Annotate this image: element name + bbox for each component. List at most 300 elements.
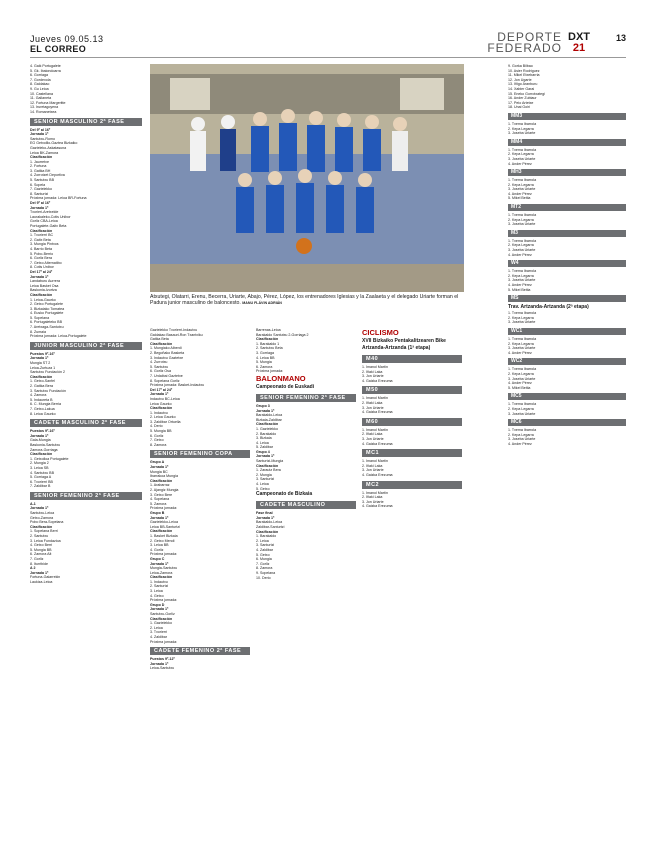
result-line: 8. Leioa Gaurko bbox=[30, 411, 56, 416]
result-line: 7. Gorliz bbox=[30, 557, 44, 561]
race-title: Artzanda-Artzanda (1ª etapa) bbox=[362, 345, 431, 351]
sport-title: CICLISMO bbox=[362, 328, 399, 337]
result-line: Clasificación bbox=[256, 337, 279, 342]
result-line: 6. Sopela bbox=[30, 182, 46, 187]
result-row: 3. Jon Uriarte bbox=[362, 436, 384, 441]
result-row: 3. Jon Uriarte bbox=[362, 499, 384, 504]
result-line: 2. Mungia bbox=[256, 472, 272, 477]
category-banner: MM4 bbox=[508, 139, 626, 146]
result-line: Puestos 9º-12º bbox=[150, 657, 175, 662]
result-row: 2. Kepa Legarra bbox=[508, 406, 534, 411]
result-row: 4. Ander Pérez bbox=[508, 350, 532, 355]
result-line: 2. Leioa Gaurko bbox=[150, 415, 176, 420]
result-line: Clasificación bbox=[256, 422, 279, 427]
result-line: Del 17º al 24º bbox=[150, 387, 173, 392]
team-photo bbox=[150, 64, 464, 292]
result-row: 1. Imanol Martín bbox=[362, 490, 388, 495]
result-line: 1. Gaztelekko bbox=[150, 621, 172, 626]
result-line: 1. Indautxu bbox=[150, 579, 168, 584]
result-line: Galdakao Basauri-Ron Txantxiku bbox=[150, 332, 203, 337]
result-line: Santurtzi-Mungia bbox=[256, 459, 284, 464]
result-line: 3. Bizkaia bbox=[256, 436, 272, 441]
result-line: Leioa BB-Santurtzi bbox=[150, 524, 180, 529]
result-line: Mungia-Santutxu bbox=[150, 566, 178, 571]
result-line: 4. Zaldibar bbox=[256, 547, 273, 552]
result-line: 1. Txorierri BC bbox=[30, 233, 54, 238]
result-row: 1. Imanol Martín bbox=[362, 396, 388, 401]
category-banner: MC5 bbox=[508, 393, 626, 400]
result-line: Clasificación bbox=[30, 452, 53, 457]
result-row: 2. Kepa Legarra bbox=[508, 371, 534, 376]
result-line: Jornada 1ª bbox=[256, 515, 275, 520]
page-header bbox=[0, 0, 650, 58]
result-row: 18. Unai Goiri bbox=[508, 105, 530, 110]
result-line: A-1 bbox=[30, 501, 36, 506]
result-line: 3. Txorierri bbox=[150, 630, 168, 635]
result-line: 3. Mungia Pintxos bbox=[30, 242, 59, 247]
result-line: Clasificación bbox=[30, 524, 53, 529]
result-row: 3. Jon Uriarte bbox=[362, 468, 384, 473]
section-banner: CADETE MASCULINO 2ª FASE bbox=[30, 419, 142, 427]
result-line: Baskonia-Santutxu bbox=[30, 442, 61, 447]
result-row: 3. Joseba Uriarte bbox=[508, 156, 536, 161]
result-line: 5. Pobo-Berrio bbox=[30, 251, 54, 256]
result-line: 9. Sopelana bbox=[256, 570, 276, 575]
result-line: 6. Gorliz Bera bbox=[30, 256, 52, 261]
section-banner: MC1 bbox=[362, 449, 462, 457]
table-row: 10. Castellana bbox=[30, 91, 53, 96]
result-line: 8. Zamora bbox=[150, 442, 167, 447]
championship-title: Campeonato de Bizkaia bbox=[256, 491, 313, 498]
result-line: Próxima jornada: bbox=[150, 639, 178, 644]
result-line: Próxima jornada: bbox=[256, 369, 284, 374]
result-line: Laurakaleko-Cotis Unibor bbox=[30, 214, 71, 219]
result-row: 1. Txema Ibarrola bbox=[508, 402, 537, 407]
result-row: 3. Joseba Uriarte bbox=[508, 320, 536, 325]
table-row: 7. Gordexola bbox=[30, 77, 51, 82]
result-line: Jornada 1ª bbox=[30, 274, 49, 279]
result-line: 3. Leioa BB bbox=[150, 543, 169, 548]
result-line: 3. Santutxu Fundación bbox=[30, 388, 66, 393]
result-row: 1. Imanol Martín bbox=[362, 365, 388, 369]
result-line: 2. Begoñako Basketa bbox=[150, 350, 185, 355]
result-line: Gaia-Mungia bbox=[30, 438, 51, 443]
category-banner: W4 bbox=[508, 260, 626, 267]
result-line: Bizkaia-Zaldibar bbox=[256, 417, 282, 422]
result-row: 5. Mikel Beitia bbox=[508, 196, 531, 201]
result-line: Leioa Basket Osa bbox=[30, 283, 59, 288]
result-line: Jornada 1ª bbox=[30, 433, 49, 438]
brand-text: DXT bbox=[568, 31, 590, 43]
brand-logo bbox=[564, 32, 594, 54]
result-line: 1. Gaztelekko bbox=[256, 426, 278, 431]
category-banner: WC2 bbox=[508, 358, 626, 365]
result-line: Próxima jornada: Basket-Indautxu bbox=[150, 383, 205, 388]
result-line: Santutxu Fundación 2 bbox=[30, 370, 65, 375]
result-line: Barakaldo-Leioa bbox=[256, 413, 283, 418]
result-row: 2. Kepa Legarra bbox=[508, 152, 534, 157]
result-line: Puestos 9º-16º bbox=[30, 429, 55, 434]
result-line: 4. Getxo bbox=[150, 593, 164, 598]
result-row: 1. Imanol Martín bbox=[362, 427, 388, 432]
caption-text: Atxutegi, Olatarri, Erenu, Becerra, Uriarte, Abajo, Pérez, López, los entrenadores Iglesias y la Zaalaeta y el delegado Uriarte forman el Padura junior masculino de baloncesto. bbox=[150, 294, 459, 307]
result-line: 1. Indautxu bbox=[150, 410, 168, 415]
table-row: 12. Fortuna Margeritte bbox=[30, 100, 66, 105]
result-row: 1. Txema Ibarrola bbox=[508, 213, 537, 218]
section-banner: SENIOR FEMENINO 2ª FASE bbox=[256, 394, 356, 402]
result-line: 5. Mungia bbox=[256, 360, 272, 365]
result-row: 3. Joseba Uriarte bbox=[508, 248, 536, 253]
result-line: Baskonia-Izurtza bbox=[30, 288, 57, 293]
table-row: 14. Romanetxea bbox=[30, 109, 57, 114]
newspaper-name: EL CORREO bbox=[30, 44, 87, 54]
result-row: 4. Ander Pérez bbox=[508, 252, 532, 257]
result-line: 6. C. Mungia Berria bbox=[30, 402, 61, 407]
result-line: 1. Zarautz Bera bbox=[256, 468, 281, 473]
result-row: 3. Joseba Uriarte bbox=[508, 411, 536, 416]
result-row: 1. Txema Ibarrola bbox=[508, 178, 537, 183]
result-line: Clasificación bbox=[30, 228, 53, 233]
table-row: 11. Gallaneta bbox=[30, 96, 52, 101]
result-row: 3. Joseba Uriarte bbox=[508, 376, 536, 381]
result-line: Grupo D bbox=[150, 602, 165, 607]
result-line: 3. Leioa Fundazioa bbox=[30, 538, 61, 543]
section-banner: MC2 bbox=[362, 481, 462, 489]
result-line: 5. Indaureta B bbox=[30, 397, 53, 402]
result-line: 2. Mungia 2 bbox=[30, 461, 49, 466]
result-row: 2. Kepa Legarra bbox=[508, 315, 534, 320]
result-line: Jornada 1ª bbox=[30, 356, 49, 361]
results-column-1 bbox=[30, 64, 142, 585]
result-line: 5. Santutxu bbox=[150, 364, 169, 369]
result-line: 6. Zamora bbox=[256, 364, 273, 369]
result-line: Clasificación bbox=[150, 478, 173, 483]
result-line: 7. Getxo bbox=[150, 438, 164, 443]
result-line: Próxima jornada: bbox=[150, 506, 178, 511]
result-line: 8. Sopelana Gorliz bbox=[150, 378, 180, 383]
result-line: 5. Getxo bbox=[256, 552, 270, 557]
result-line: 5. Sopelana bbox=[30, 315, 50, 320]
result-line: 2. Gaitx Beta bbox=[30, 237, 51, 242]
result-line: 2. Leioa bbox=[256, 538, 269, 543]
result-row: 4. Gaizka Erezuma bbox=[362, 441, 393, 446]
result-line: 3. Bizkaiako Tomatea bbox=[30, 306, 65, 311]
result-row: 1. Imanol Martín bbox=[362, 459, 388, 464]
result-row: 3. Joseba Uriarte bbox=[508, 278, 536, 283]
result-line: Puestos 9º-16º bbox=[30, 351, 55, 356]
result-line: Landaburu Aurrera bbox=[30, 279, 60, 284]
result-row: 9. Gorka Bilbao bbox=[508, 64, 533, 68]
race-title: Trav. Artzanda-Artzanda (2ª etapa) bbox=[508, 304, 589, 311]
result-line: Mungia ST 2 bbox=[30, 361, 51, 366]
result-row: 2. Iñaki Laka bbox=[362, 400, 383, 405]
result-line: Próxima jornada: Leioa BR-Fortuna bbox=[30, 196, 87, 201]
result-line: Zamora-Gorriaga bbox=[30, 447, 58, 452]
result-row: 2. Kepa Legarra bbox=[508, 217, 534, 222]
result-line: Barakaldo-Leioa bbox=[256, 520, 283, 525]
result-line: 4. Getxo Berri bbox=[30, 543, 53, 548]
result-row: 5. Mikel Beitia bbox=[508, 385, 531, 390]
result-line: Gorliz CBA-Leioa bbox=[30, 219, 58, 224]
result-line: Gaztelekko Txorierri-Indautxu bbox=[150, 328, 198, 332]
result-line: 8. Cotis Unibor bbox=[30, 265, 54, 270]
result-line: 6. Mungia bbox=[256, 557, 272, 562]
result-line: 5. Zaldibar bbox=[256, 445, 273, 450]
result-line: Grupo 3 bbox=[256, 403, 270, 408]
result-line: Clasificación bbox=[150, 341, 173, 346]
result-line: Grupo C bbox=[150, 556, 165, 561]
result-line: Pobo Bera-Sopelana bbox=[30, 520, 64, 525]
result-line: 2. Getxo Portugalete bbox=[30, 302, 63, 307]
result-line: Próxima jornada: Leioa-Portugalete bbox=[30, 334, 87, 339]
result-row: 3. Joseba Uriarte bbox=[508, 222, 536, 227]
result-line: 5. Zamora bbox=[150, 501, 167, 506]
result-line: Laukiza-Leioa bbox=[30, 579, 53, 584]
result-line: Grupo B bbox=[150, 510, 165, 515]
section-banner: SENIOR FEMENINO COPA bbox=[150, 450, 250, 458]
result-row: 2. Kepa Legarra bbox=[508, 273, 534, 278]
result-line: Jornada 1ª bbox=[150, 465, 169, 470]
result-line: Barakaldo Santutxu 2-Gorriaga 2 bbox=[256, 332, 309, 337]
result-line: EG Getxolllo-Gaztea Bizkaiko bbox=[30, 141, 78, 146]
result-line: Clasificación bbox=[150, 529, 173, 534]
result-line: Getxo-Zamora bbox=[30, 515, 54, 520]
result-line: 1. Barakaldo bbox=[256, 534, 277, 539]
result-row: 3. Jon Uriarte bbox=[362, 374, 384, 379]
result-line: 1. Leioa-Gaurko bbox=[30, 297, 56, 302]
result-row: 2. Kepa Legarra bbox=[508, 126, 534, 131]
result-line: 4. Sopelana bbox=[150, 497, 170, 502]
table-row: 8. Galdakao bbox=[30, 82, 50, 87]
result-row: 1. Txema Ibarrola bbox=[508, 147, 537, 152]
result-line: 4. Leioa bbox=[256, 482, 269, 487]
result-line: Jornada 1ª bbox=[150, 661, 169, 666]
result-line: Jornada 1ª bbox=[30, 205, 49, 210]
section-banner: SENIOR MASCULINO 2ª FASE bbox=[30, 118, 142, 126]
race-title: XVII Bizkaiko Pentakalitzearen Bike bbox=[362, 338, 446, 344]
result-row: 4. Gaizka Erezuma bbox=[362, 504, 393, 509]
result-line: 8. Zumaia bbox=[30, 329, 46, 334]
result-line: 4. Barrio Beta bbox=[30, 246, 52, 251]
result-row: 2. Iñaki Laka bbox=[362, 495, 383, 500]
result-line: A 2 bbox=[30, 566, 36, 571]
section-banner: M40 bbox=[362, 355, 462, 363]
result-line: 7. Gorliz bbox=[256, 561, 270, 566]
result-line: 1. Barakaldo 1 bbox=[256, 341, 280, 346]
result-line: Leioa-Zurtuza 1 bbox=[30, 365, 56, 370]
result-row: 2. Iñaki Laka bbox=[362, 369, 383, 374]
result-line: Jornada 1ª bbox=[150, 607, 169, 612]
result-line: 10. Derio bbox=[256, 575, 271, 580]
result-line: 6. Zamora Alt bbox=[30, 552, 52, 557]
result-row: 15. Eneko Gorrotxategi bbox=[508, 91, 545, 96]
result-row: 2. Iñaki Laka bbox=[362, 432, 383, 437]
result-line: 4. Zamora bbox=[30, 393, 47, 398]
result-line: 5. Santutxu BB bbox=[30, 178, 54, 183]
result-row: 3. Jon Uriarte bbox=[362, 405, 384, 410]
section-banner: CADETE MASCULINO bbox=[256, 501, 356, 509]
result-line: 8. Iturribide bbox=[30, 561, 48, 566]
result-row: 2. Kepa Legarra bbox=[508, 243, 534, 248]
result-line: Próxima jornada: bbox=[150, 598, 178, 603]
result-line: 3. Santurtzi bbox=[256, 477, 275, 482]
result-row: 4. Ander Pérez bbox=[508, 441, 532, 446]
results-column-2 bbox=[150, 328, 250, 671]
result-line: Indautxu BC-Leioa bbox=[150, 396, 180, 401]
result-line: Leioa Gaurko bbox=[150, 401, 172, 406]
result-row: 5. Mikel Beitia bbox=[508, 287, 531, 292]
result-line: 6. Gorliz Osa bbox=[150, 369, 171, 374]
result-line: Mungia BC bbox=[150, 469, 168, 474]
result-line: Grupo 4 bbox=[256, 449, 270, 454]
table-row: 5. Gk. Ibaiondoarra bbox=[30, 68, 61, 73]
result-row: 4. Gaizka Erezuma bbox=[362, 410, 393, 415]
result-line: 4. Zorrotzet Deportiva bbox=[30, 173, 65, 178]
category-banner: MM3 bbox=[508, 113, 626, 120]
result-line: Leioa BK-Zamora bbox=[30, 150, 59, 155]
table-row: 13. Iruretagoyena bbox=[30, 105, 59, 110]
result-row: 4. Gaizka Erezuma bbox=[362, 472, 393, 477]
result-line: Gaztelekko-Leioa bbox=[150, 520, 178, 525]
result-line: 3. Gorriaga bbox=[256, 350, 274, 355]
result-line: Jornada 1ª bbox=[30, 506, 49, 511]
result-line: 3. Leioa SB bbox=[30, 465, 49, 470]
result-line: 5. Getxo bbox=[256, 486, 270, 491]
result-line: 4. Gorliz bbox=[150, 547, 164, 552]
result-row: 4. Ander Pérez bbox=[508, 161, 532, 166]
result-line: 2. Ajangiz Mungia bbox=[150, 488, 179, 492]
result-line: 2. Gatika Bera bbox=[30, 384, 53, 388]
result-line: 7. Urdaibai Gaztetxe bbox=[150, 373, 183, 378]
result-row: 12. Jon Ugarte bbox=[508, 77, 532, 82]
result-line: 4. Leioa bbox=[256, 440, 269, 445]
result-row: 1. Txema Ibarrola bbox=[508, 238, 537, 243]
result-line: Jornada 1ª bbox=[150, 515, 169, 520]
result-line: 7. Getxo Alternatibo bbox=[30, 260, 62, 265]
result-line: 6. Portugaleteko BB bbox=[30, 320, 62, 325]
result-line: 7. Getxo-Lakua bbox=[30, 406, 55, 411]
result-line: 1. Mungiako Alberdi bbox=[150, 346, 182, 351]
result-line: Grupo A bbox=[150, 460, 165, 465]
result-line: Del 17º al 24º bbox=[30, 269, 53, 274]
result-row: 17. Peio Artetxe bbox=[508, 100, 534, 105]
result-line: 3. Gatika BH bbox=[30, 168, 51, 173]
result-line: 4. Derio bbox=[150, 424, 163, 429]
team-photo-illustration bbox=[150, 64, 464, 292]
result-line: 4. Leioa BB bbox=[256, 355, 275, 360]
championship-title: Campeonato de Euskadi bbox=[256, 383, 315, 390]
result-line: 2. Getxo Mendi bbox=[150, 538, 175, 543]
result-row: 10. Asier Rodríguez bbox=[508, 68, 540, 73]
result-row: 4. Gaizka Erezuma bbox=[362, 378, 393, 383]
result-line: Clasificación bbox=[30, 374, 53, 379]
result-line: Portugalete-Gaitx Beta bbox=[30, 224, 67, 228]
result-line: 4. Zaldibar bbox=[150, 635, 167, 639]
result-line: Jornada 1ª bbox=[150, 392, 169, 397]
result-line: 1. Jaurretxe bbox=[30, 159, 49, 164]
result-row: 16. Ander Zubiaur bbox=[508, 96, 537, 101]
result-line: 5. Mungia BB bbox=[30, 547, 52, 552]
result-line: Del 9º al 16º bbox=[30, 201, 51, 206]
result-line: Gatika Beta bbox=[150, 337, 169, 342]
result-line: Leioa-Santutxu bbox=[150, 666, 175, 671]
result-line: 2. Santurtzi bbox=[150, 584, 169, 589]
category-banner: MC6 bbox=[508, 419, 626, 426]
result-line: Clasificación bbox=[256, 529, 279, 534]
result-line: Clasificación bbox=[150, 575, 173, 580]
result-line: 2. Barakaldo bbox=[256, 431, 277, 436]
result-line: Clasificación bbox=[150, 406, 173, 411]
table-row: 9. Gu Leioa bbox=[30, 86, 49, 91]
section-banner: M60 bbox=[362, 418, 462, 426]
result-line: Clasificación bbox=[256, 463, 279, 468]
result-line: 7. Zaldibar B bbox=[30, 484, 51, 489]
result-line: 5. Mungia BB bbox=[150, 429, 172, 434]
category-banner: MS bbox=[508, 295, 626, 302]
result-row: 13. Iñigo Aranburu bbox=[508, 82, 538, 87]
result-line: 5. Gorriaga A bbox=[30, 475, 52, 480]
result-row: 2. Iñaki Laka bbox=[362, 463, 383, 468]
result-row: 3. Joseba Uriarte bbox=[508, 346, 536, 351]
result-row: 1. Txema Ibarrola bbox=[508, 269, 537, 274]
photo-credit: MANU FLÁVIN ADRIÁN bbox=[242, 301, 282, 306]
result-line: 1. Arabarraz bbox=[150, 483, 170, 488]
result-row: 1. Txema Ibarrola bbox=[508, 428, 537, 433]
result-line: Clasificación bbox=[30, 292, 53, 297]
section-top: DEPORTE bbox=[497, 30, 562, 44]
result-line: Jornada 1ª bbox=[256, 408, 275, 413]
result-line: 3. Getxo Bere bbox=[150, 492, 173, 497]
section-bottom: FEDERADO bbox=[487, 41, 562, 55]
category-banner: M3 bbox=[508, 230, 626, 237]
result-line: Santutxu-Romo bbox=[30, 136, 55, 141]
result-line: 3. Santurtzi bbox=[256, 543, 275, 548]
result-line: 3. Zaldibar Ortuella bbox=[150, 419, 181, 424]
table-row: 4. Gaik Portugalete bbox=[30, 64, 61, 68]
result-line: Zaldibar-Santurtzi bbox=[256, 525, 285, 529]
result-line: 3. Indautxu Gaztetxe bbox=[150, 355, 184, 360]
result-row: 1. Txema Ibarrola bbox=[508, 336, 537, 341]
result-line: 8. Santurtzi bbox=[30, 191, 49, 196]
result-line: Jornada 1ª bbox=[150, 561, 169, 566]
results-column-4 bbox=[362, 328, 462, 509]
result-line: 6. Txorierri BB bbox=[30, 479, 53, 484]
result-line: Clasificación bbox=[150, 616, 173, 621]
issue-date: Jueves 09.05.13 bbox=[30, 34, 104, 44]
result-line: Clasificación bbox=[30, 155, 53, 160]
result-row: 2. Kepa Legarra bbox=[508, 182, 534, 187]
result-line: Fortuna-Gaiarrekin bbox=[30, 575, 61, 580]
result-line: 7. Gaztelekko bbox=[30, 187, 52, 192]
result-row: 3. Joseba Uriarte bbox=[508, 437, 536, 442]
result-line: 4. Santutxu BB bbox=[30, 470, 54, 475]
result-line: Leioa-Zamora bbox=[150, 570, 173, 575]
category-banner: MT2 bbox=[508, 204, 626, 211]
result-row: 3. Joseba Uriarte bbox=[508, 187, 536, 192]
result-row: 2. Kepa Legarra bbox=[508, 432, 534, 437]
result-line: Ibarrakoa Mungia bbox=[150, 474, 178, 479]
section-title bbox=[452, 32, 562, 54]
result-line: 3. Leioa bbox=[150, 589, 163, 594]
result-line: Santutxu-Gorliz bbox=[150, 612, 175, 617]
photo-caption bbox=[150, 294, 464, 306]
result-row: 1. Txema Ibarrola bbox=[508, 367, 537, 372]
section-banner: JUNIOR MASCULINO 2ª FASE bbox=[30, 342, 142, 350]
brand-number: 21 bbox=[572, 42, 586, 54]
section-banner: M50 bbox=[362, 386, 462, 394]
result-line: Próxima jornada: bbox=[150, 552, 178, 557]
result-line: 4. Eusko Portugalete bbox=[30, 311, 64, 316]
